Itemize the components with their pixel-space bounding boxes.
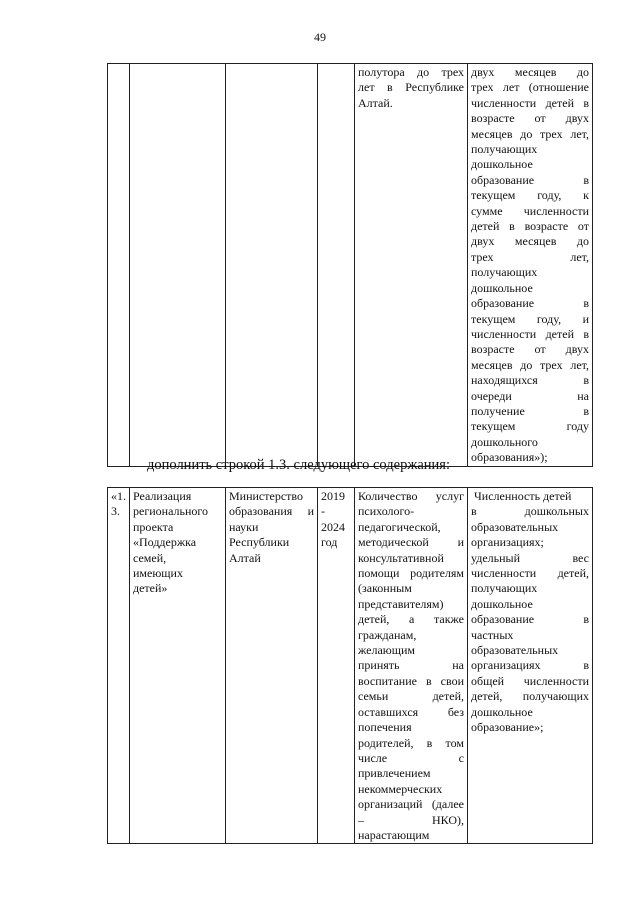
text-line: - xyxy=(321,504,325,519)
text-line: численности детей, xyxy=(471,566,589,581)
text-line: в дошкольных xyxy=(471,504,589,519)
text-line: трех лет (отношение xyxy=(471,80,589,95)
cell-description-continued xyxy=(468,64,593,467)
text-line: детей в возрасте от xyxy=(471,219,589,234)
text-line: двух месяцев до xyxy=(471,234,589,249)
text-line: науки xyxy=(229,519,259,534)
text-line: лет в Республике xyxy=(358,80,464,95)
text-line: Министерство xyxy=(229,489,303,503)
text-line: нарастающим xyxy=(358,827,430,842)
text-line: детей, получающих xyxy=(471,689,589,704)
text-line: проекта xyxy=(133,519,174,534)
text-line: Численность детей xyxy=(471,489,572,503)
table-row xyxy=(108,64,593,467)
text-line: дошкольное xyxy=(471,280,533,295)
text-line: психолого- xyxy=(358,504,415,519)
text-line: желающим xyxy=(358,643,415,658)
text-line: (законным xyxy=(358,581,412,596)
text-line: образование в xyxy=(471,172,589,187)
cell-years xyxy=(318,488,355,844)
text-line: Республики xyxy=(229,535,290,550)
cell-empty-years xyxy=(318,64,355,467)
text-line: «1. xyxy=(111,489,126,503)
cell-description xyxy=(468,488,593,844)
table-row xyxy=(108,488,593,844)
text-line: Количество услуг xyxy=(358,489,464,503)
cell-project xyxy=(130,488,226,844)
cell-empty-ministry xyxy=(226,64,318,467)
cell-ministry xyxy=(226,488,318,844)
text-line: очереди на xyxy=(471,388,589,403)
text-line: Реализация xyxy=(133,489,192,503)
text-line: образования и xyxy=(229,504,314,519)
text-line: удельный вес xyxy=(471,550,589,565)
text-line: трех лет, xyxy=(471,249,589,264)
text-line: частных xyxy=(471,627,514,642)
text-line: численности детей в xyxy=(471,326,589,341)
text-line: образование»; xyxy=(471,720,544,735)
cell-empty-num xyxy=(108,64,130,467)
text-line: дошкольное xyxy=(471,157,533,172)
text-line: педагогической, xyxy=(358,519,441,534)
text-line: детей, а также xyxy=(358,612,464,627)
text-line: возрасте от двух xyxy=(471,111,589,126)
text-line: воспитание в свои xyxy=(358,673,464,688)
text-line: «Поддержка xyxy=(133,535,197,550)
text-line: представителям) xyxy=(358,596,444,611)
text-line: образовательных xyxy=(471,643,559,658)
text-line: полутора до трех xyxy=(358,65,464,79)
text-line: организаций (далее xyxy=(358,797,464,812)
text-line: попечения xyxy=(358,720,412,735)
text-line: – НКО), xyxy=(358,812,464,827)
text-line: гражданам, xyxy=(358,627,417,642)
text-line: 2019 xyxy=(321,489,345,503)
text-line: 3. xyxy=(111,504,120,519)
text-line: дошкольного xyxy=(471,434,538,449)
text-line: месяцев до трех лет, xyxy=(471,357,589,372)
text-line: дошкольное xyxy=(471,596,533,611)
text-line: семей, xyxy=(133,550,167,565)
text-line: двух месяцев до xyxy=(471,65,589,79)
page-number: 49 xyxy=(314,30,326,44)
text-line: возрасте от двух xyxy=(471,342,589,357)
text-line: год xyxy=(321,535,338,550)
text-line: сумме численности xyxy=(471,203,589,218)
text-line: методической и xyxy=(358,535,464,550)
text-line: некоммерческих xyxy=(358,781,443,796)
text-line: Алтай. xyxy=(358,95,393,110)
text-line: Алтай xyxy=(229,550,261,565)
text-line: текущем году, к xyxy=(471,188,589,203)
text-line: привлечением xyxy=(358,766,431,781)
text-line: организациях; xyxy=(471,535,544,550)
text-line: числе с xyxy=(358,750,464,765)
cell-indicator xyxy=(355,488,468,844)
cell-indicator-continued xyxy=(355,64,468,467)
text-line: регионального xyxy=(133,504,209,519)
text-line: организациях в xyxy=(471,658,589,673)
table-continuation xyxy=(107,63,593,467)
text-line: образование в xyxy=(471,612,589,627)
text-line: находящихся в xyxy=(471,373,589,388)
text-line: получающих xyxy=(471,581,538,596)
text-line: общей численности xyxy=(471,673,589,688)
text-line: принять на xyxy=(358,658,464,673)
text-line: численности детей в xyxy=(471,95,589,110)
text-line: консультативной xyxy=(358,550,444,565)
text-line: получающих xyxy=(471,142,538,157)
text-line: получение в xyxy=(471,403,589,418)
text-line: текущем году, и xyxy=(471,311,589,326)
text-line: детей» xyxy=(133,581,168,596)
text-line: образования»); xyxy=(471,450,548,465)
text-line: образование в xyxy=(471,296,589,311)
text-line: дошкольное xyxy=(471,704,533,719)
text-line: семьи детей, xyxy=(358,689,464,704)
cell-number xyxy=(108,488,130,844)
text-line: родителей, в том xyxy=(358,735,464,750)
text-line: текущем году xyxy=(471,419,589,434)
text-line: образовательных xyxy=(471,519,559,534)
text-line: получающих xyxy=(471,265,538,280)
text-line: помощи родителям xyxy=(358,566,464,581)
text-line: имеющих xyxy=(133,566,183,581)
text-line: 2024 xyxy=(321,519,345,534)
cell-empty-project xyxy=(130,64,226,467)
text-line: оставшихся без xyxy=(358,704,464,719)
table-new-row xyxy=(107,487,593,844)
instruction-text: дополнить строкой 1.3. следующего содержания: xyxy=(147,457,450,473)
text-line: месяцев до трех лет, xyxy=(471,126,589,141)
